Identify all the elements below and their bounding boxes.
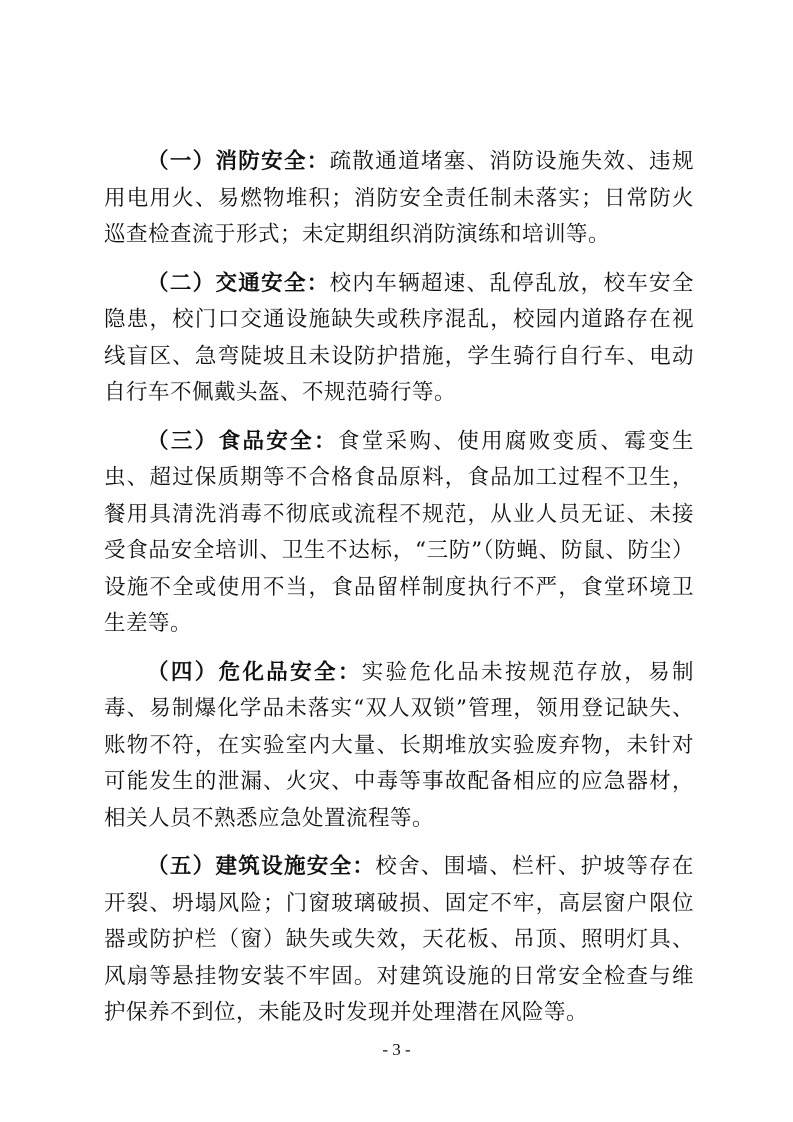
section-text: 实验危化品未按规范存放，易制毒、易制爆化学品未落实“双人双锁”管理，领用登记缺失、账物不符，在实验室内大量、长期堆放实验废弃物，未针对可能发生的泄漏、火灾、中毒等事故配备相应的应急器材，相关人员不熟悉应急处置流程等。 (104, 659, 694, 831)
section-traffic-safety (104, 266, 694, 412)
section-heading: （二）交通安全： (147, 270, 330, 296)
section-heading: （三）食品安全： (147, 428, 338, 454)
section-food-safety (104, 424, 694, 643)
section-building-facility-safety (104, 849, 694, 1032)
section-text: 校内车辆超速、乱停乱放，校车安全隐患，校门口交通设施缺失或秩序混乱，校园内道路存在视线盲区、急弯陡坡且未设防护措施，学生骑行自行车、电动自行车不佩戴头盔、不规范骑行等。 (104, 270, 694, 405)
section-text: 食堂采购、使用腐败变质、霉变生虫、超过保质期等不合格食品原料，食品加工过程不卫生，餐用具清洗消毒不彻底或流程不规范，从业人员无证、未接受食品安全培训、卫生不达标，“三防”（防蝇、防鼠、防尘）设施不全或使用不当，食品留样制度执行不严，食堂环境卫生差等。 (104, 428, 694, 636)
section-heading: （四）危化品安全： (147, 659, 362, 685)
section-text: 校舍、围墙、栏杆、护坡等存在开裂、坍塌风险；门窗玻璃破损、固定不牢，高层窗户限位器或防护栏（窗）缺失或失效，天花板、吊顶、照明灯具、风扇等悬挂物安装不牢固。对建筑设施的日常安全检查与维护保养不到位，未能及时发现并处理潜在风险等。 (104, 854, 694, 1025)
document-body (104, 144, 694, 1044)
section-heading: （一）消防安全： (147, 149, 330, 174)
page-number: - 3 - (382, 1040, 411, 1059)
section-text: 疏散通道堵塞、消防设施失效、违规用电用火、易燃物堆积；消防安全责任制未落实；日常防火巡查检查流于形式；未定期组织消防演练和培训等。 (104, 149, 694, 247)
section-fire-safety (104, 144, 694, 254)
section-heading: （五）建筑设施安全： (147, 854, 376, 879)
section-hazardous-chemicals-safety (104, 655, 694, 838)
